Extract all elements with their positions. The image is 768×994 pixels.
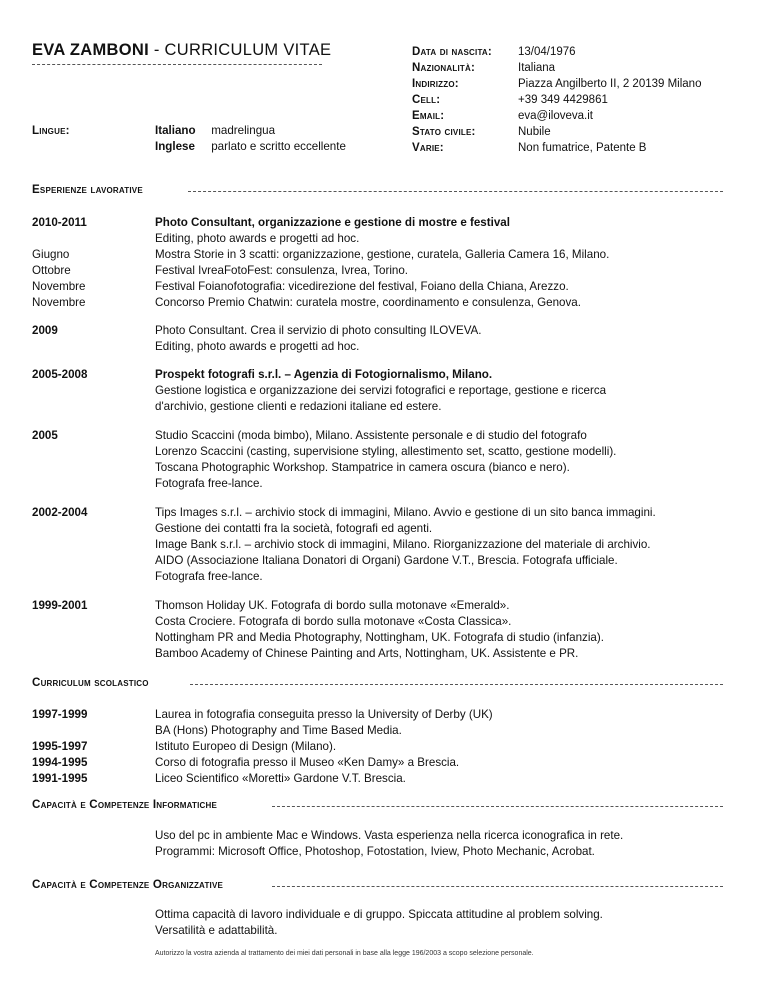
entry-line: Concorso Premio Chatwin: curatela mostre, coordinamento e consulenza, Genova. [155,296,581,309]
company-title: Prospekt fotografi s.r.l. – Agenzia di Fotogiornalismo, Milano. [155,368,493,381]
email-value[interactable]: eva@iloveva.it [518,110,593,122]
experience-dates [32,215,87,311]
date: 1999-2001 [32,599,88,612]
nationality-label: Nazionalità: [412,62,475,74]
section-divider [190,684,723,685]
entry-line: Tips Images s.r.l. – archivio stock di immagini, Milano. Avvio e gestione di un sito banca immagini. [155,506,656,519]
experience-dates [32,505,87,521]
date: 1995-1997 [32,740,88,753]
doc-title: CURRICULUM VITAE [164,41,332,59]
entry-line: Costa Crociere. Fotografa di bordo sulla motonave «Costa Classica». [155,615,512,628]
education-line: BA (Hons) Photography and Time Based Media. [155,724,402,737]
entry-line: Festival IvreaFotoFest: consulenza, Ivrea, Torino. [155,264,409,277]
experience-entry [155,598,740,662]
skill-line: Programmi: Microsoft Office, Photoshop, Fotostation, Iview, Photo Mechanic, Acrobat. [155,845,595,858]
entry-line: AIDO (Associazione Italiana Donatori di Organi) Gardone V.T., Brescia. Fotografa ufficiale. [155,554,618,567]
language-level: madrelingua [211,124,276,137]
entry-line: Festival Foianofotografia: vicedirezione del festival, Foiano della Chiana, Arezzo. [155,280,569,293]
section-it-skills-heading: Capacità e Competenze Informatiche [32,798,218,811]
privacy-consent-footer: Autorizzo la vostra azienda al trattamento dei miei dati personali in base alla legge 196/2003 a scopo selezione personale. [155,950,534,957]
date: 1997-1999 [32,708,88,721]
date: Ottobre [32,264,71,277]
section-org-skills-heading: Capacità e Competenze Organizzative [32,878,224,891]
entry-line: Gestione dei contatti fra la società, fotografi ed agenti. [155,522,433,535]
entry-line: Thomson Holiday UK. Fotografa di bordo sulla motonave «Emerald». [155,599,510,612]
experience-dates [32,367,87,383]
experience-entry [155,367,740,415]
education-line: Liceo Scientifico «Moretti» Gardone V.T. Brescia. [155,772,406,785]
title-divider [32,64,322,65]
date [32,231,87,247]
experience-entry [155,428,740,492]
name: EVA ZAMBONI [32,41,149,59]
experience-entry [155,323,740,355]
education-line: Laurea in fotografia conseguita presso la University of Derby (UK) [155,708,493,721]
languages-label: Lingue: [32,124,70,137]
section-divider [188,191,723,192]
entry-line: Photo Consultant. Crea il servizio di photo consulting ILOVEVA. [155,324,482,337]
language-level: parlato e scritto eccellente [211,140,346,153]
phone-label: Cell: [412,94,441,106]
entry-line: Editing, photo awards e progetti ad hoc. [155,340,360,353]
entry-line: Lorenzo Scaccini (casting, supervisione styling, allestimento set, scatto, gestione modelli). [155,445,617,458]
personal-info-values [518,44,701,156]
entry-line: Nottingham PR and Media Photography, Nottingham, UK. Fotografa di studio (infanzia). [155,631,604,644]
education-line: Corso di fotografia presso il Museo «Ken Damy» a Brescia. [155,756,460,769]
birthdate-value: 13/04/1976 [518,46,576,58]
date: Novembre [32,280,86,293]
marital-status-value: Nubile [518,126,551,138]
education-entries [155,707,740,787]
language-item [155,123,346,139]
experience-dates [32,598,87,614]
entry-line: Gestione logistica e organizzazione dei servizi fotografici e reportage, gestione e ricerca [155,384,607,397]
email-label: Email: [412,110,445,122]
date: 1991-1995 [32,772,88,785]
skill-line: Uso del pc in ambiente Mac e Windows. Vasta esperienza nella ricerca iconografica in rete. [155,829,624,842]
date [32,723,87,739]
experience-dates [32,323,58,339]
language-name: Inglese [155,140,195,153]
entry-line: Fotografa free-lance. [155,477,263,490]
education-line: Istituto Europeo di Design (Milano). [155,740,337,753]
education-dates [32,707,87,787]
entry-line: d'archivio, gestione clienti e redazioni italiane ed estere. [155,400,442,413]
misc-value: Non fumatrice, Patente B [518,142,647,154]
date: 2010-2011 [32,216,87,229]
entry-line: Fotografa free-lance. [155,570,263,583]
date: 2005-2008 [32,368,88,381]
marital-status-label: Stato civile: [412,126,476,138]
skill-line: Ottima capacità di lavoro individuale e di gruppo. Spiccata attitudine al problem solving. [155,908,603,921]
entry-line: Bamboo Academy of Chinese Painting and Arts, Nottingham, UK. Assistente e PR. [155,647,579,660]
title-separator: - [148,41,165,59]
section-divider [272,806,723,807]
section-education-heading: Curriculum scolastico [32,676,149,689]
role-title: Photo Consultant, organizzazione e gestione di mostre e festival [155,216,510,229]
skill-line: Versatilità e adattabilità. [155,924,278,937]
date: 2002-2004 [32,506,88,519]
entry-line: Mostra Storie in 3 scatti: organizzazione, gestione, curatela, Galleria Camera 16, Milano. [155,248,610,261]
personal-info-labels [412,44,492,156]
page-title [32,41,331,60]
section-experience-heading: Esperienze lavorative [32,183,143,196]
languages-list [155,123,346,155]
nationality-value: Italiana [518,62,556,74]
experience-entry [155,505,740,585]
date: 2005 [32,429,58,442]
entry-line: Studio Scaccini (moda bimbo), Milano. Assistente personale e di studio del fotografo [155,429,587,442]
date: 1994-1995 [32,756,88,769]
section-divider [272,886,723,887]
entry-line: Editing, photo awards e progetti ad hoc. [155,232,360,245]
date: Giugno [32,248,70,261]
address-label: Indirizzo: [412,78,459,90]
language-name: Italiano [155,124,196,137]
entry-line: Toscana Photographic Workshop. Stampatrice in camera oscura (bianco e nero). [155,461,570,474]
language-item [155,139,346,155]
misc-label: Varie: [412,142,444,154]
date: Novembre [32,296,86,309]
it-skills-text [155,828,740,860]
entry-line: Image Bank s.r.l. – archivio stock di immagini, Milano. Riorganizzazione del materiale di archivio. [155,538,651,551]
experience-entry [155,215,740,311]
experience-dates [32,428,58,444]
birthdate-label: Data di nascita: [412,46,492,58]
address-value: Piazza Angilberto II, 2 20139 Milano [518,78,702,90]
date: 2009 [32,324,58,337]
org-skills-text [155,907,740,939]
phone-value: +39 349 4429861 [518,94,608,106]
